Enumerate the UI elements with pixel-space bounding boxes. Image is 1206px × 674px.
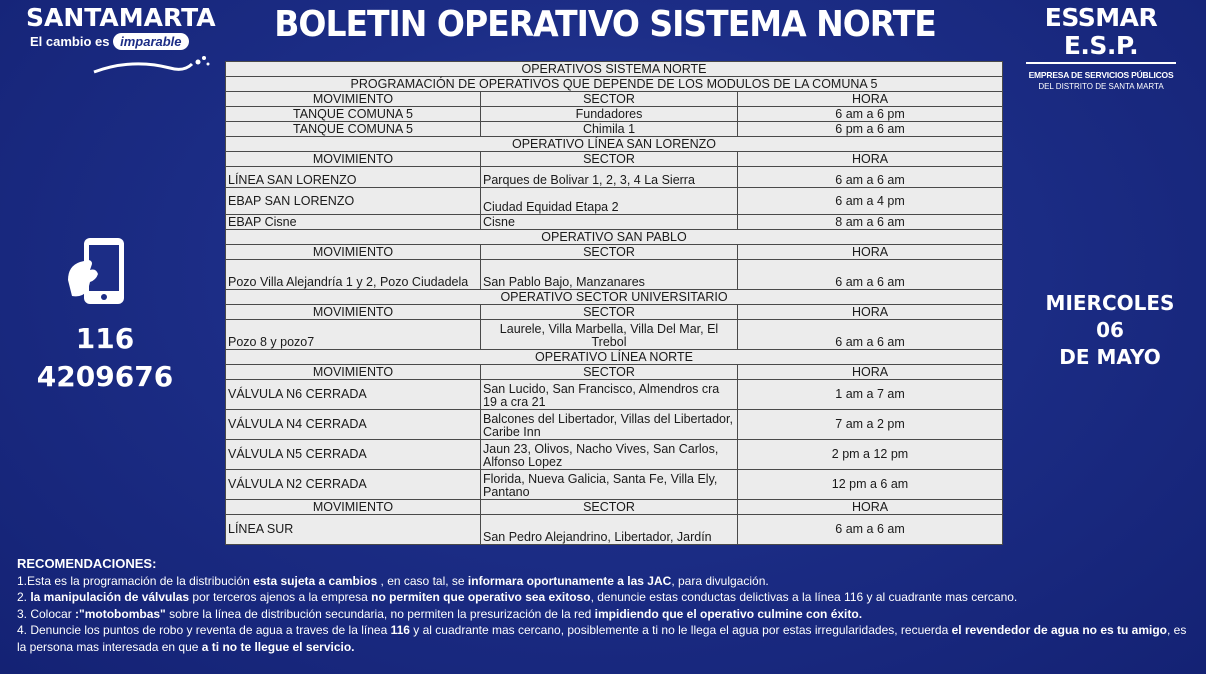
cell-hora: 6 am a 6 am: [738, 515, 1003, 545]
table-row: [226, 410, 1003, 440]
table-row: [226, 320, 1003, 350]
cell-hora: 6 am a 6 am: [738, 167, 1003, 188]
phone-icon: [66, 236, 132, 306]
essmar-rule: [1026, 62, 1176, 64]
col-sector: SECTOR: [481, 500, 738, 515]
header-row: [226, 152, 1003, 167]
essmar-line1: EMPRESA DE SERVICIOS PÚBLICOS: [1028, 70, 1174, 80]
recommendation-4: [17, 622, 1192, 655]
rec-bold: impidiendo que el operativo culmine con éxito.: [594, 606, 863, 621]
recommendation-2: [17, 589, 1192, 606]
cell-hora: 7 am a 2 pm: [738, 410, 1003, 440]
col-sector: SECTOR: [481, 92, 738, 107]
col-hora: HORA: [738, 365, 1003, 380]
table-row: [226, 167, 1003, 188]
cell-sector: Parques de Bolivar 1, 2, 3, 4 La Sierra: [481, 167, 738, 188]
rec-text: , en caso tal, se: [377, 573, 468, 588]
cell-hora: 6 pm a 6 am: [738, 122, 1003, 137]
recommendation-3: [17, 606, 1192, 623]
rec-text: por terceros ajenos a la empresa: [189, 590, 372, 604]
cell-sector: Balcones del Libertador, Villas del Libertador, Caribe Inn: [481, 410, 738, 440]
tagline-prefix: El cambio es: [30, 34, 110, 49]
rec-text: 3. Colocar: [17, 606, 76, 621]
cell-sector: Jaun 23, Olivos, Nacho Vives, San Carlos, Alfonso Lopez: [481, 440, 738, 470]
section-heading: PROGRAMACIÓN DE OPERATIVOS QUE DEPENDE DE LOS MODULOS DE LA COMUNA 5: [226, 77, 1003, 92]
recommendations-title: RECOMENDACIONES:: [17, 556, 157, 571]
col-hora: HORA: [738, 152, 1003, 167]
phone-number-4209676: 4209676: [36, 360, 174, 393]
rec-bold: :"motobombas": [75, 606, 166, 621]
table-row: [226, 440, 1003, 470]
header-row: [226, 500, 1003, 515]
table-row: [226, 188, 1003, 215]
recommendation-1: [17, 573, 1192, 590]
cell-sector: San Lucido, San Francisco, Almendros cra 19 a cra 21: [481, 380, 738, 410]
table-row: [226, 380, 1003, 410]
recommendations: [17, 556, 1192, 655]
date-block: [1040, 290, 1180, 371]
date-month: DE MAYO: [1059, 345, 1161, 369]
rec-text: , es la persona mas interesada en que: [17, 623, 1187, 654]
cell-hora: 2 pm a 12 pm: [738, 440, 1003, 470]
cell-hora: 6 am a 4 pm: [738, 188, 1003, 215]
section-heading: OPERATIVO SAN PABLO: [226, 230, 1003, 245]
rec-bold: a ti no te llegue el servicio.: [201, 639, 355, 654]
table-row: [226, 215, 1003, 230]
rec-bold: no permiten que operativo sea exitoso: [371, 590, 591, 604]
cell-hora: 12 pm a 6 am: [738, 470, 1003, 500]
col-sector: SECTOR: [481, 152, 738, 167]
col-movimiento: MOVIMIENTO: [226, 245, 481, 260]
col-movimiento: MOVIMIENTO: [226, 365, 481, 380]
header-row: [226, 365, 1003, 380]
cell-mov: EBAP Cisne: [226, 215, 481, 230]
col-hora: HORA: [738, 305, 1003, 320]
col-movimiento: MOVIMIENTO: [226, 92, 481, 107]
header-row: [226, 92, 1003, 107]
cell-sector: Cisne: [481, 215, 738, 230]
rec-text: , para divulgación.: [671, 573, 769, 588]
rec-bold: informara oportunamente a las JAC: [467, 573, 672, 588]
cell-sector: Fundadores: [481, 107, 738, 122]
col-movimiento: MOVIMIENTO: [226, 152, 481, 167]
rec-text: , denuncie estas conductas delictivas a la línea 116 y al cuadrante mas cercano.: [590, 590, 1018, 604]
col-movimiento: MOVIMIENTO: [226, 305, 481, 320]
rec-bold: la manipulación de válvulas: [30, 590, 190, 604]
table-row: [226, 515, 1003, 545]
section-heading: OPERATIVO LÍNEA NORTE: [226, 350, 1003, 365]
date-day: MIERCOLES: [1045, 291, 1175, 315]
cell-mov: VÁLVULA N5 CERRADA: [226, 440, 481, 470]
cell-hora: 6 am a 6 am: [738, 260, 1003, 290]
cell-mov: VÁLVULA N2 CERRADA: [226, 470, 481, 500]
date-num: 06: [1096, 318, 1124, 342]
table-row: [226, 470, 1003, 500]
rec-bold: esta sujeta a cambios: [253, 573, 378, 588]
essmar-logo: [1006, 4, 1196, 91]
cell-mov: LÍNEA SUR: [226, 515, 481, 545]
col-hora: HORA: [738, 92, 1003, 107]
cell-hora: 8 am a 6 am: [738, 215, 1003, 230]
cell-hora: 6 am a 6 pm: [738, 107, 1003, 122]
essmar-brand: ESSMAR E.S.P.: [1044, 3, 1158, 60]
cell-hora: 1 am a 7 am: [738, 380, 1003, 410]
section-heading: OPERATIVO SECTOR UNIVERSITARIO: [226, 290, 1003, 305]
cell-mov: LÍNEA SAN LORENZO: [226, 167, 481, 188]
rec-text: sobre la línea de distribución secundaria, no permiten la presurización de la red: [165, 606, 595, 621]
col-movimiento: MOVIMIENTO: [226, 500, 481, 515]
rec-bold: 116: [390, 623, 410, 637]
santamarta-brand: SANTAMARTA: [26, 3, 216, 32]
header-row: [226, 245, 1003, 260]
santamarta-logo: [12, 4, 217, 76]
section-heading: OPERATIVO LÍNEA SAN LORENZO: [226, 137, 1003, 152]
rec-text: 4. Denuncie los puntos de robo y reventa de agua a traves de la línea: [17, 623, 391, 637]
cell-hora: 6 am a 6 am: [738, 320, 1003, 350]
table-title: OPERATIVOS SISTEMA NORTE: [226, 62, 1003, 77]
col-hora: HORA: [738, 500, 1003, 515]
table-row: [226, 122, 1003, 137]
cell-mov: VÁLVULA N6 CERRADA: [226, 380, 481, 410]
col-sector: SECTOR: [481, 365, 738, 380]
table-row: [226, 260, 1003, 290]
cell-mov: Pozo Villa Alejandría 1 y 2, Pozo Ciudadela: [226, 260, 481, 290]
col-hora: HORA: [738, 245, 1003, 260]
cell-sector: San Pablo Bajo, Manzanares: [481, 260, 738, 290]
tagline-pill: imparable: [113, 33, 188, 50]
cell-sector: Laurele, Villa Marbella, Villa Del Mar, El Trebol: [481, 320, 738, 350]
operations-table: [225, 61, 1003, 545]
cell-mov: EBAP SAN LORENZO: [226, 188, 481, 215]
cell-sector: Chimila 1: [481, 122, 738, 137]
santamarta-tagline: [30, 34, 217, 49]
cell-mov: TANQUE COMUNA 5: [226, 107, 481, 122]
cell-sector: Florida, Nueva Galicia, Santa Fe, Villa Ely, Pantano: [481, 470, 738, 500]
rec-text: 1.Esta es la programación de la distribución: [17, 573, 254, 588]
rec-text: 2.: [17, 590, 31, 604]
cell-mov: TANQUE COMUNA 5: [226, 122, 481, 137]
cell-mov: VÁLVULA N4 CERRADA: [226, 410, 481, 440]
wave-icon: [92, 54, 212, 76]
page-title: BOLETIN OPERATIVO SISTEMA NORTE: [274, 2, 936, 45]
header-row: [226, 305, 1003, 320]
cell-mov: Pozo 8 y pozo7: [226, 320, 481, 350]
phone-number-116: 116: [75, 322, 135, 355]
cell-sector: San Pedro Alejandrino, Libertador, Jardín: [481, 515, 738, 545]
col-sector: SECTOR: [481, 305, 738, 320]
cell-sector: Ciudad Equidad Etapa 2: [481, 188, 738, 215]
essmar-line2: DEL DISTRITO DE SANTA MARTA: [1038, 82, 1164, 91]
rec-text: y al cuadrante mas cercano, posiblemente a ti no le llega el agua por estas irregularidades, recuerda: [409, 623, 952, 637]
table-row: [226, 107, 1003, 122]
col-sector: SECTOR: [481, 245, 738, 260]
rec-bold: el revendedor de agua no es tu amigo: [951, 623, 1167, 637]
